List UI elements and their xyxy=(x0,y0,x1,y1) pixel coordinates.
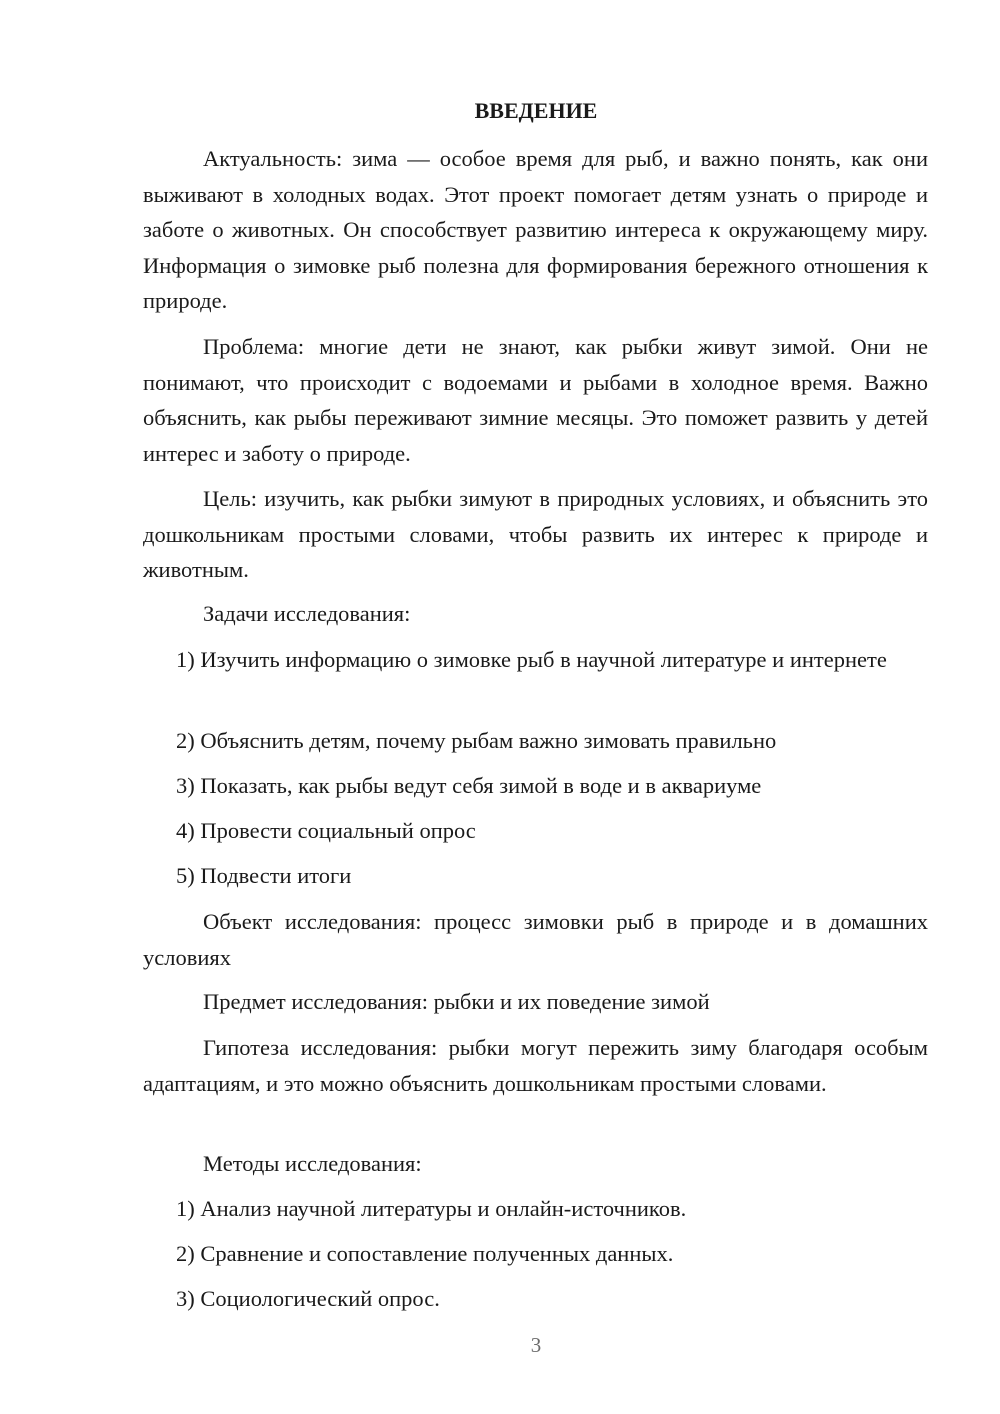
goal-paragraph: Цель: изучить, как рыбки зимуют в природных условиях, и объяснить это дошкольникам простыми словами, чтобы развить их интерес к природе и животным. xyxy=(143,486,928,582)
subject-paragraph: Предмет исследования: рыбки и их поведение зимой xyxy=(203,989,710,1014)
methods-heading: Методы исследования: xyxy=(203,1151,422,1176)
task-item: 1) Изучить информацию о зимовке рыб в научной литературе и интернете xyxy=(176,647,887,672)
method-item: 2) Сравнение и сопоставление полученных данных. xyxy=(176,1241,674,1266)
object-paragraph: Объект исследования: процесс зимовки рыб в природе и в домашних условиях xyxy=(143,909,928,970)
task-item: 5) Подвести итоги xyxy=(176,863,352,888)
page-number: 3 xyxy=(530,1333,542,1357)
method-item: 3) Социологический опрос. xyxy=(176,1286,440,1311)
task-item: 4) Провести социальный опрос xyxy=(176,818,476,843)
hypothesis-paragraph: Гипотеза исследования: рыбки могут пережить зиму благодаря особым адаптациям, и это можно объяснить дошкольникам простыми словами. xyxy=(143,1035,928,1096)
task-item: 3) Показать, как рыбы ведут себя зимой в воде и в аквариуме xyxy=(176,773,762,798)
relevance-paragraph: Актуальность: зима — особое время для рыб, и важно понять, как они выживают в холодных водах. Этот проект помогает детям узнать о природе и заботе о животных. Он способствует развитию интереса к окружающему миру. Информация о зимовке рыб полезна для формирования бережного отношения к природе. xyxy=(143,146,928,313)
tasks-heading: Задачи исследования: xyxy=(203,601,411,626)
task-item: 2) Объяснить детям, почему рыбам важно зимовать правильно xyxy=(176,728,777,753)
section-title: ВВЕДЕНИЕ xyxy=(474,98,598,123)
method-item: 1) Анализ научной литературы и онлайн-источников. xyxy=(176,1196,687,1221)
problem-paragraph: Проблема: многие дети не знают, как рыбки живут зимой. Они не понимают, что происходит с водоемами и рыбами в холодное время. Важно объяснить, как рыбы переживают зимние месяцы. Это поможет развить у детей интерес и заботу о природе. xyxy=(143,334,928,466)
